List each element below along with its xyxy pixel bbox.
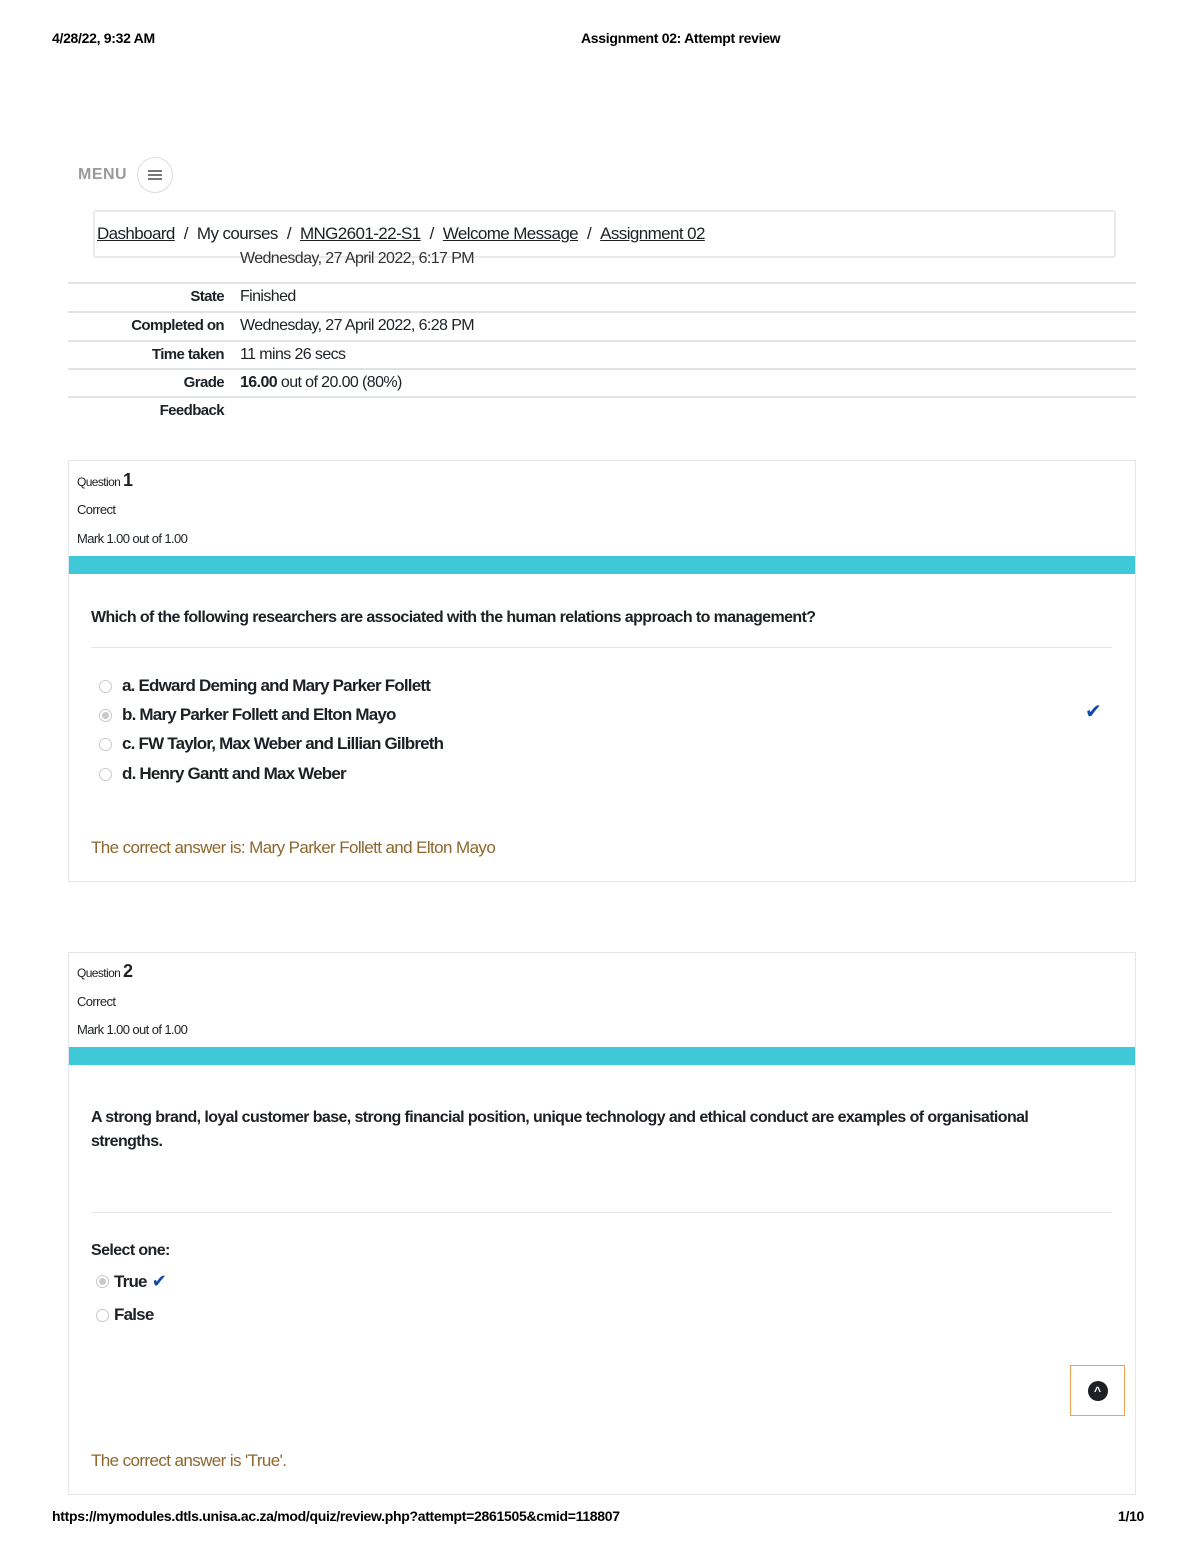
print-datetime: 4/28/22, 9:32 AM: [52, 30, 155, 46]
radio-button[interactable]: [99, 768, 112, 781]
radio-button[interactable]: [99, 738, 112, 751]
grade-out-of: out of 20.00 (80%): [277, 374, 402, 391]
question-1-option-c[interactable]: [99, 734, 443, 754]
chevron-up-icon: ^: [1088, 1381, 1108, 1401]
breadcrumb-dashboard[interactable]: Dashboard: [97, 224, 175, 243]
summary-label: State: [190, 288, 224, 305]
correct-check-icon: ✔: [1085, 701, 1102, 723]
question-number: 2: [122, 961, 133, 981]
print-title: Assignment 02: Attempt review: [581, 30, 781, 46]
question-2-option-true[interactable]: [96, 1271, 166, 1292]
option-label: True: [114, 1271, 147, 1291]
back-to-top-button[interactable]: [1070, 1365, 1125, 1416]
summary-value: [240, 374, 402, 392]
summary-value: Finished: [240, 288, 296, 305]
summary-row-feedback: [68, 396, 1136, 424]
summary-label: Completed on: [131, 317, 224, 334]
question-2-option-false[interactable]: [96, 1305, 153, 1325]
question-word: Question: [77, 966, 121, 980]
summary-row-completed: [68, 311, 1136, 339]
breadcrumb-course[interactable]: MNG2601-22-S1: [299, 224, 421, 243]
question-1: [68, 460, 1136, 882]
breadcrumb-separator: /: [183, 224, 188, 243]
select-one-label: Select one:: [91, 1242, 170, 1259]
question-2-divider: [91, 1212, 1112, 1213]
summary-row-state: [68, 282, 1136, 310]
breadcrumb-welcome-message[interactable]: Welcome Message: [442, 224, 579, 243]
summary-started-value: Wednesday, 27 April 2022, 6:17 PM: [240, 250, 474, 267]
question-2-feedback-area: [69, 1366, 1135, 1494]
summary-label: Feedback: [159, 402, 224, 419]
option-label: d. Henry Gantt and Max Weber: [122, 764, 346, 783]
question-2-status: Correct: [77, 994, 116, 1009]
radio-button-selected[interactable]: [99, 709, 112, 722]
summary-value: 11 mins 26 secs: [240, 346, 346, 363]
question-1-status: Correct: [77, 502, 116, 517]
radio-button[interactable]: [96, 1309, 109, 1322]
radio-button-selected[interactable]: [96, 1275, 109, 1288]
question-1-mark: Mark 1.00 out of 1.00: [77, 531, 188, 546]
summary-value: Wednesday, 27 April 2022, 6:28 PM: [240, 317, 474, 334]
question-1-divider: [91, 647, 1112, 648]
question-1-label: [77, 470, 132, 491]
question-2-label: [77, 961, 132, 982]
breadcrumb-separator: /: [286, 224, 291, 243]
summary-row-clipped: [68, 250, 1136, 282]
breadcrumb-separator: /: [429, 224, 434, 243]
question-1-option-d[interactable]: [99, 764, 346, 784]
question-2-correct-answer: The correct answer is 'True'.: [91, 1451, 287, 1470]
question-2-accent-bar: [69, 1047, 1135, 1065]
option-label: a. Edward Deming and Mary Parker Follett: [122, 676, 431, 695]
question-2-mark: Mark 1.00 out of 1.00: [77, 1022, 188, 1037]
summary-row-time-taken: [68, 340, 1136, 368]
breadcrumb-separator: /: [587, 224, 592, 243]
option-label: False: [114, 1305, 154, 1324]
summary-label: Grade: [183, 374, 224, 391]
menu-label[interactable]: MENU: [78, 166, 128, 183]
summary-label: Time taken: [151, 346, 224, 363]
radio-button[interactable]: [99, 680, 112, 693]
question-1-option-a[interactable]: [99, 676, 430, 696]
question-2-text: A strong brand, loyal customer base, strong financial position, unique technology and ethical conduct are examples of organisational strengths.: [91, 1109, 1029, 1150]
print-url: https://mymodules.dtls.unisa.ac.za/mod/quiz/review.php?attempt=2861505&cmid=118807: [52, 1508, 620, 1524]
option-label: b. Mary Parker Follett and Elton Mayo: [122, 705, 396, 724]
option-label: c. FW Taylor, Max Weber and Lillian Gilbreth: [122, 734, 444, 753]
question-1-text: Which of the following researchers are associated with the human relations approach to management?: [91, 609, 816, 626]
question-1-correct-answer: The correct answer is: Mary Parker Follett and Elton Mayo: [91, 838, 496, 857]
print-page-number: 1/10: [1118, 1508, 1145, 1524]
question-1-option-b[interactable]: [99, 705, 396, 725]
breadcrumb-assignment[interactable]: Assignment 02: [600, 224, 705, 243]
menu-button[interactable]: [137, 157, 173, 193]
correct-check-icon: ✔: [151, 1271, 166, 1291]
breadcrumb-my-courses: My courses: [196, 224, 278, 243]
summary-row-grade: [68, 368, 1136, 396]
grade-score: 16.00: [240, 374, 278, 391]
question-number: 1: [122, 470, 133, 490]
question-word: Question: [77, 475, 121, 489]
hamburger-icon: [148, 174, 162, 176]
question-1-accent-bar: [69, 556, 1135, 574]
